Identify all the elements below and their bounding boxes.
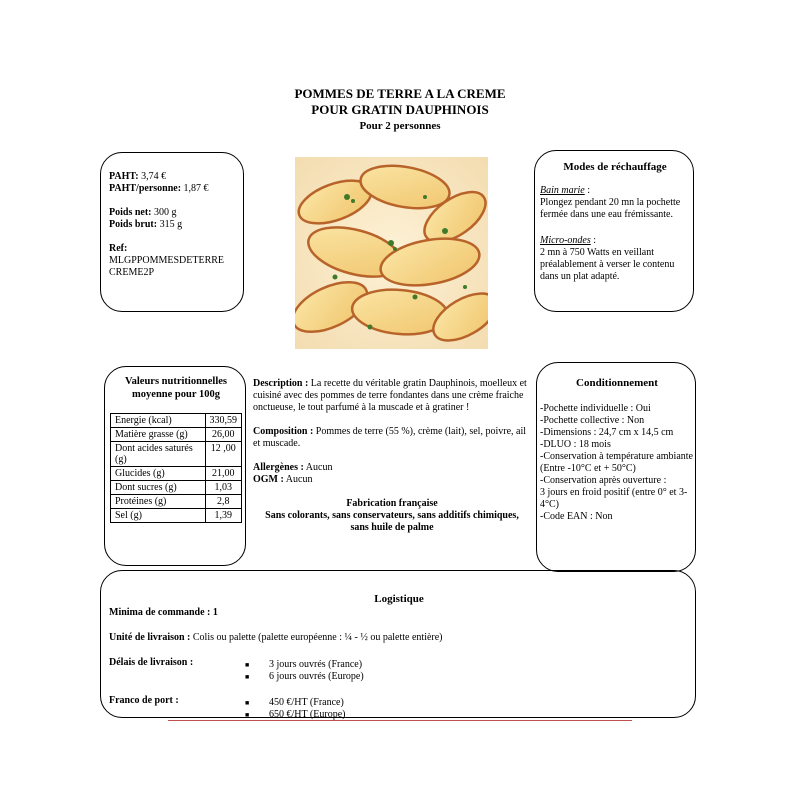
paht-value: 3,74 € bbox=[141, 171, 167, 182]
fabrication-line1: Fabrication française bbox=[346, 498, 438, 509]
nutrition-value: 12 ,00 bbox=[205, 442, 242, 467]
ogm-value: Aucun bbox=[285, 474, 313, 485]
nutrition-title bbox=[105, 375, 247, 401]
nutrition-label: Dont sucres (g) bbox=[111, 481, 206, 495]
description-label: Description : bbox=[253, 378, 309, 389]
bullet-item bbox=[245, 659, 364, 671]
nutrition-row bbox=[111, 495, 242, 509]
delays-label: Délais de livraison : bbox=[109, 657, 194, 668]
bullet-icon: ■ bbox=[245, 673, 250, 681]
microwave-label: Micro-ondes bbox=[540, 235, 591, 246]
nutrition-row bbox=[111, 509, 242, 523]
nutrition-label: Energie (kcal) bbox=[111, 414, 206, 428]
bullet-icon: ■ bbox=[245, 711, 250, 719]
microwave-text: 2 mn à 750 Watts en veillant préalablement à verser le contenu dans un plat adapté. bbox=[540, 247, 675, 282]
ref-line1: MLGPPOMMESDETERRE bbox=[109, 255, 225, 266]
ref-line2: CREME2P bbox=[109, 267, 155, 278]
bain-marie-label: Bain marie bbox=[540, 185, 585, 196]
packaging-line: (Entre -10°C et + 50°C) bbox=[540, 463, 636, 474]
net-weight-value: 300 g bbox=[154, 207, 177, 218]
nutrition-row bbox=[111, 442, 242, 467]
packaging-line: -Conservation à température ambiante bbox=[540, 451, 693, 462]
packaging-lines bbox=[540, 403, 694, 523]
paht-person-row bbox=[109, 183, 239, 195]
composition-text: Pommes de terre (55 %), crème (lait), sel, poivre, ail et muscade. bbox=[253, 426, 526, 449]
nutrition-table bbox=[110, 413, 242, 523]
net-weight-label: Poids net: bbox=[109, 207, 152, 218]
bullet-text: 3 jours ouvrés (France) bbox=[269, 659, 363, 670]
fabrication-line2: Sans colorants, sans conservateurs, sans additifs chimiques, sans huile de palme bbox=[265, 510, 519, 533]
page-title-line1: POMMES DE TERRE A LA CREME bbox=[294, 86, 506, 101]
page-subtitle: Pour 2 personnes bbox=[359, 120, 441, 132]
bullet-text: 450 €/HT (France) bbox=[269, 697, 344, 708]
reheat-title: Modes de réchauffage bbox=[563, 161, 667, 173]
gross-weight-label: Poids brut: bbox=[109, 219, 158, 230]
pricing-box bbox=[100, 152, 244, 312]
reheat-content: Bain marie : Plongez pendant 20 mn la pochette fermée dans une eau frémissante. Micro-ondes : 2 mn à 750 Watts en veillant préalablement à verser le contenu dans un plat adapté. bbox=[540, 185, 692, 283]
nutrition-value: 26,00 bbox=[205, 428, 242, 442]
nutrition-row bbox=[111, 481, 242, 495]
bullet-text: 6 jours ouvrés (Europe) bbox=[269, 671, 364, 682]
paht-label: PAHT: bbox=[109, 171, 139, 182]
allergens-value: Aucun bbox=[305, 462, 333, 473]
description-text: La recette du véritable gratin Dauphinois, moelleux et cuisiné avec des pommes de terre fondantes dans une crème fraiche onctueuse, le tout parfumé à la muscade et à gratiner ! bbox=[253, 378, 527, 413]
pricing-content bbox=[109, 171, 239, 279]
packaging-line: 3 jours en froid positif (entre 0° et 3-4°C) bbox=[540, 487, 688, 510]
gross-weight-row bbox=[109, 219, 239, 231]
allergens-label: Allergènes : bbox=[253, 462, 304, 473]
delivery-unit bbox=[109, 632, 443, 644]
bullet-item bbox=[245, 697, 345, 709]
bullet-icon: ■ bbox=[245, 661, 250, 669]
logistics-title: Logistique bbox=[374, 593, 424, 605]
ref-label-text: Ref: bbox=[109, 243, 128, 254]
nutrition-label: Sel (g) bbox=[111, 509, 206, 523]
nutrition-row bbox=[111, 428, 242, 442]
nutrition-label: Glucides (g) bbox=[111, 467, 206, 481]
paht-row bbox=[109, 171, 239, 183]
delivery-unit-text: Colis ou palette (palette européenne : ¼ - ½ ou palette entière) bbox=[192, 632, 443, 643]
bullet-text: 650 €/HT (Europe) bbox=[269, 709, 346, 720]
delivery-unit-label: Unité de livraison : bbox=[109, 632, 191, 643]
packaging-line: -Conservation après ouverture : bbox=[540, 475, 667, 486]
composition-label: Composition : bbox=[253, 426, 314, 437]
gratin-illustration bbox=[295, 157, 488, 349]
description bbox=[253, 378, 531, 414]
ogm bbox=[253, 474, 531, 486]
packaging-line: -Dimensions : 24,7 cm x 14,5 cm bbox=[540, 427, 674, 438]
gross-weight-value: 315 g bbox=[159, 219, 183, 230]
nutrition-row bbox=[111, 414, 242, 428]
paht-person-label: PAHT/personne: bbox=[109, 183, 182, 194]
packaging-line: -DLUO : 18 mois bbox=[540, 439, 611, 450]
delays-list bbox=[245, 659, 364, 683]
nutrition-value: 330,59 bbox=[205, 414, 242, 428]
nutrition-value: 1,39 bbox=[205, 509, 242, 523]
fabrication-block bbox=[253, 498, 531, 534]
page-title-line2: POUR GRATIN DAUPHINOIS bbox=[311, 102, 489, 117]
allergens bbox=[253, 462, 531, 474]
franco-list bbox=[245, 697, 345, 721]
franco-label: Franco de port : bbox=[109, 695, 179, 706]
nutrition-title-line1: Valeurs nutritionnelles bbox=[125, 376, 227, 387]
ref-label bbox=[109, 243, 239, 255]
ogm-label: OGM : bbox=[253, 474, 284, 485]
bullet-item bbox=[245, 671, 364, 683]
composition bbox=[253, 426, 531, 450]
product-photo bbox=[295, 157, 488, 349]
packaging-box bbox=[536, 362, 696, 572]
nutrition-value: 1,03 bbox=[205, 481, 242, 495]
nutrition-row bbox=[111, 467, 242, 481]
packaging-line: -Pochette individuelle : Oui bbox=[540, 403, 651, 414]
nutrition-value: 21,00 bbox=[205, 467, 242, 481]
description-block bbox=[253, 378, 531, 534]
bullet-icon: ■ bbox=[245, 699, 250, 707]
reheat-box bbox=[534, 150, 694, 312]
net-weight-row bbox=[109, 207, 239, 219]
packaging-line: -Code EAN : Non bbox=[540, 511, 613, 522]
nutrition-label: Protéines (g) bbox=[111, 495, 206, 509]
nutrition-box bbox=[104, 366, 246, 566]
nutrition-label: Matière grasse (g) bbox=[111, 428, 206, 442]
packaging-title: Conditionnement bbox=[576, 377, 658, 389]
nutrition-value: 2,8 bbox=[205, 495, 242, 509]
paht-person-value: 1,87 € bbox=[183, 183, 209, 194]
packaging-line: -Pochette collective : Non bbox=[540, 415, 645, 426]
nutrition-title-line2: moyenne pour 100g bbox=[132, 389, 220, 400]
logistics-box bbox=[100, 570, 696, 718]
nutrition-label: Dont acides saturés (g) bbox=[111, 442, 206, 467]
footer-rule bbox=[168, 720, 632, 721]
bain-marie-text: Plongez pendant 20 mn la pochette fermée dans une eau frémissante. bbox=[540, 197, 681, 220]
min-order: Minima de commande : 1 bbox=[109, 607, 218, 618]
